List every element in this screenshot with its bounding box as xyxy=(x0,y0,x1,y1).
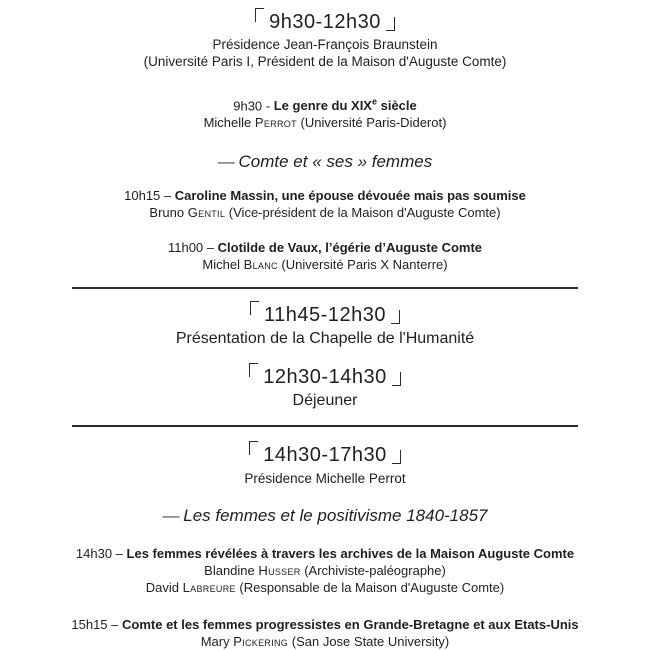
session-time-range: 11h45-12h30 xyxy=(264,304,386,327)
speaker-surname: Blanc xyxy=(243,257,278,273)
speaker-affiliation: (Responsable de la Maison d'Auguste Comte) xyxy=(239,580,505,596)
talk-vaux xyxy=(0,239,650,273)
talk-title-line xyxy=(0,94,650,114)
speaker-surname: Gentil xyxy=(187,205,226,221)
corner-bracket-close xyxy=(392,450,401,464)
speaker-given: Blandine xyxy=(204,563,255,579)
corner-bracket-close xyxy=(391,310,400,324)
chair-affiliation: (Université Paris I, Président de la Maison d'Auguste Comte) xyxy=(143,54,507,69)
corner-bracket-open xyxy=(255,8,264,22)
corner-bracket-open xyxy=(249,441,258,455)
speaker-surname: Perrot xyxy=(254,115,297,131)
speaker-affiliation: (San Jose State University) xyxy=(291,634,450,650)
session-time-range: 9h30-12h30 xyxy=(269,11,381,33)
chair-line: Présidence Michelle Perrot xyxy=(244,471,406,487)
corner-bracket-open xyxy=(249,363,258,377)
talk-speaker-line xyxy=(0,114,650,131)
speaker-affiliation: (Archiviste-paléographe) xyxy=(304,563,446,579)
theme-line-comte-femmes xyxy=(0,151,650,173)
talk-speaker-line xyxy=(0,204,650,221)
talk-title: Les femmes révélées à travers les archives de la Maison Auguste Comte xyxy=(126,546,575,562)
session-header-lunch xyxy=(0,365,650,389)
speaker-affiliation: (Université Paris-Diderot) xyxy=(300,115,447,131)
speaker-affiliation: (Université Paris X Nanterre) xyxy=(281,257,448,273)
session-header-chapel xyxy=(0,303,650,327)
talk-title-line xyxy=(0,616,650,633)
session-header-morning xyxy=(0,10,650,34)
talk-time: 9h30 - xyxy=(233,98,271,114)
corner-bracket-close xyxy=(392,372,401,386)
talk-time: 11h00 – xyxy=(167,240,214,256)
talk-time: 14h30 – xyxy=(75,546,123,562)
talk-time: 10h15 – xyxy=(124,188,172,204)
chapel-label: Présentation de la Chapelle de l'Humanité xyxy=(175,330,475,348)
chair-block-morning xyxy=(0,36,650,70)
talk-speaker-line xyxy=(0,562,650,579)
superscript-e: e xyxy=(371,97,377,107)
talk-title: Caroline Massin, une épouse dévouée mais pas soumise xyxy=(174,188,526,204)
speaker-given: Michelle xyxy=(203,115,252,131)
speaker-surname: Pickering xyxy=(233,634,289,650)
session-time-range: 14h30-17h30 xyxy=(263,444,387,467)
talk-title: Le genre du XIXe siècle xyxy=(273,97,417,114)
speaker-surname: Husser xyxy=(258,563,301,579)
speaker-surname: Labreure xyxy=(182,580,236,596)
theme-line-positivisme xyxy=(0,505,650,527)
talk-title: Comte et les femmes progressistes en Grande-Bretagne et aux Etats-Unis xyxy=(122,617,579,633)
talk-title-line xyxy=(0,545,650,562)
session-header-afternoon xyxy=(0,443,650,467)
session-time-range: 12h30-14h30 xyxy=(263,366,387,389)
talk-speaker-line xyxy=(0,633,650,650)
chair-line: Présidence Jean-François Braunstein xyxy=(212,37,438,52)
section-divider xyxy=(72,425,578,427)
section-divider xyxy=(72,287,578,289)
talk-massin xyxy=(0,187,650,221)
speaker-given: Mary xyxy=(200,634,230,650)
theme-text: Comte et « ses » femmes xyxy=(238,152,433,172)
theme-dash: — xyxy=(217,152,234,172)
talk-speaker-line xyxy=(0,579,650,596)
speaker-given: David xyxy=(145,580,180,596)
talk-title-line xyxy=(0,187,650,204)
lunch-label: Déjeuner xyxy=(292,392,358,410)
talk-genre xyxy=(0,94,650,131)
talk-speaker-line xyxy=(0,256,650,273)
talk-title: Clotilde de Vaux, l’égérie d’Auguste Comte xyxy=(217,240,483,256)
theme-text: Les femmes et le positivisme 1840-1857 xyxy=(183,506,488,526)
corner-bracket-close xyxy=(386,17,395,31)
talk-archives xyxy=(0,545,650,596)
speaker-given: Michel xyxy=(202,257,240,273)
talk-progressistes xyxy=(0,616,650,650)
speaker-affiliation: (Vice-président de la Maison d'Auguste Comte) xyxy=(228,205,501,221)
theme-dash: — xyxy=(162,506,179,526)
talk-time: 15h15 – xyxy=(71,617,119,633)
speaker-given: Bruno xyxy=(149,205,185,221)
corner-bracket-open xyxy=(250,301,259,315)
talk-title-line xyxy=(0,239,650,256)
